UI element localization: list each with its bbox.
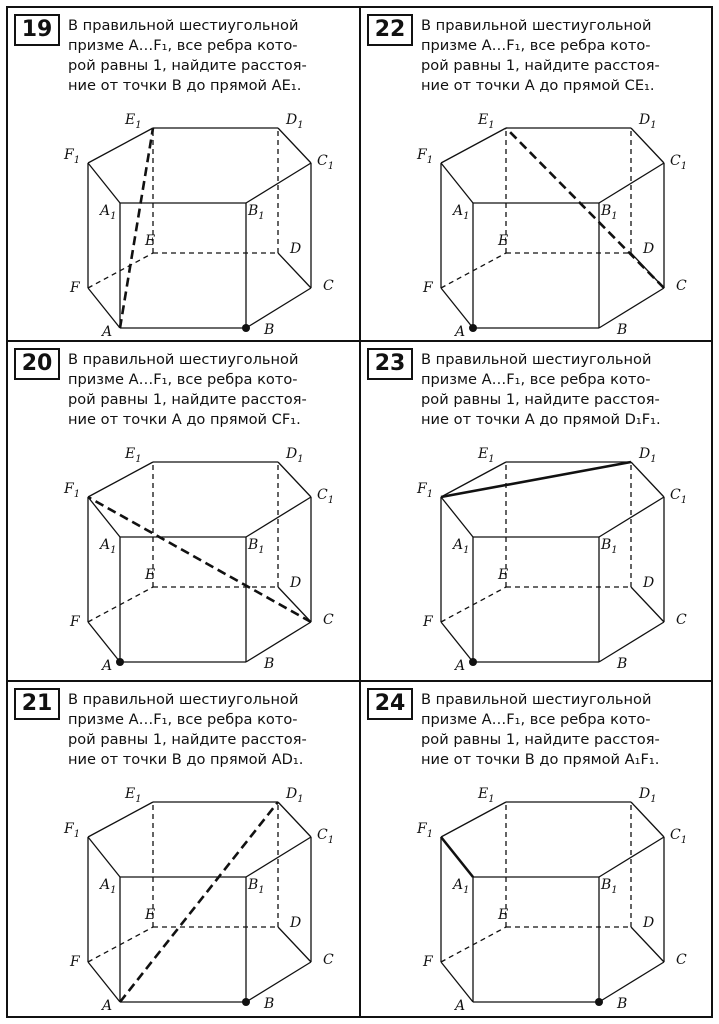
prism-edge (441, 128, 506, 163)
vertex-label-e: E (498, 567, 509, 583)
prism-edge (631, 587, 664, 622)
problem-number: 24 (367, 688, 413, 720)
vertex-label-b1: $B_1$ (601, 537, 618, 556)
statement-line: рой равны 1, найдите расстоя- (421, 731, 660, 748)
vertex-label-e: E (145, 233, 156, 249)
prism-edge (599, 962, 664, 1002)
prism-edge (88, 802, 153, 837)
statement-line: призме A…F₁, все ребра кото- (421, 371, 651, 388)
problem-number: 19 (14, 14, 60, 46)
prism-edge (88, 497, 120, 537)
marked-point (116, 658, 124, 666)
prism-edge (599, 622, 664, 662)
vertex-label-a: A (455, 998, 466, 1014)
marked-point (242, 998, 250, 1006)
vertex-label-e1: $E_1$ (478, 786, 495, 805)
prism-edge (88, 163, 120, 203)
marked-point (469, 324, 477, 332)
vertex-label-f1: $F_1$ (64, 147, 81, 166)
hexagonal-prism-figure (361, 342, 714, 679)
vertex-label-f1: $F_1$ (64, 821, 81, 840)
problem-card (8, 682, 359, 1018)
statement-line: призме A…F₁, все ребра кото- (68, 37, 298, 54)
vertex-label-b1: $B_1$ (601, 877, 618, 896)
prism-edge (88, 962, 120, 1002)
statement-line: ние от точки A до прямой CF₁. (68, 411, 301, 428)
vertex-label-a: A (102, 324, 113, 340)
statement-line: призме A…F₁, все ребра кото- (421, 37, 651, 54)
prism-edge (441, 622, 473, 662)
vertex-label-e: E (498, 233, 509, 249)
prism-edge (88, 462, 153, 497)
prism-edge (278, 253, 311, 288)
statement-line: призме A…F₁, все ребра кото- (68, 371, 298, 388)
vertex-label-b1: $B_1$ (248, 877, 265, 896)
vertex-label-a: A (455, 324, 466, 340)
vertex-label-d: D (290, 575, 302, 591)
vertex-label-b: B (264, 996, 275, 1012)
vertex-label-d1: $D_1$ (286, 112, 304, 131)
prism-edge (246, 962, 311, 1002)
vertex-label-c1: $C_1$ (317, 487, 335, 506)
vertex-label-f: F (423, 954, 433, 970)
prism-edge (631, 462, 664, 497)
vertex-label-b1: $B_1$ (601, 203, 618, 222)
prism-edge (246, 288, 311, 328)
vertex-label-d1: $D_1$ (639, 112, 657, 131)
statement-line: ние от точки B до прямой AE₁. (68, 77, 302, 94)
vertex-label-b1: $B_1$ (248, 203, 265, 222)
vertex-label-d: D (290, 241, 302, 257)
problem-card (361, 342, 713, 680)
problem-card (8, 342, 359, 680)
marked-point (242, 324, 250, 332)
problem-number: 23 (367, 348, 413, 380)
vertex-label-d1: $D_1$ (639, 786, 657, 805)
vertex-label-e: E (145, 907, 156, 923)
problem-number: 22 (367, 14, 413, 46)
vertex-label-f: F (423, 614, 433, 630)
vertex-label-f1: $F_1$ (417, 821, 434, 840)
vertex-label-c: C (676, 278, 687, 294)
hexagonal-prism-figure (361, 682, 714, 1019)
vertex-label-d: D (643, 575, 655, 591)
statement-line: рой равны 1, найдите расстоя- (68, 57, 307, 74)
statement-line: В правильной шестиугольной (421, 691, 652, 708)
target-line (120, 128, 156, 328)
problem-number: 21 (14, 688, 60, 720)
vertex-label-d1: $D_1$ (286, 446, 304, 465)
target-line (441, 462, 631, 497)
vertex-label-a: A (102, 658, 113, 674)
prism-edge (88, 837, 120, 877)
vertex-label-a1: $A_1$ (453, 203, 470, 222)
marked-point (595, 998, 603, 1006)
vertex-label-b: B (264, 322, 275, 338)
statement-line: В правильной шестиугольной (421, 351, 652, 368)
statement-line: ние от точки A до прямой CE₁. (421, 77, 655, 94)
marked-point (469, 658, 477, 666)
statement-line: В правильной шестиугольной (68, 691, 299, 708)
vertex-label-c1: $C_1$ (670, 153, 688, 172)
vertex-label-e: E (498, 907, 509, 923)
statement-line: ние от точки B до прямой A₁F₁. (421, 751, 660, 768)
target-line (506, 128, 664, 288)
vertex-label-d: D (290, 915, 302, 931)
hexagonal-prism-figure (361, 8, 714, 345)
vertex-label-f: F (423, 280, 433, 296)
vertex-label-c: C (676, 612, 687, 628)
prism-edge (441, 163, 473, 203)
vertex-label-d1: $D_1$ (639, 446, 657, 465)
vertex-label-e1: $E_1$ (478, 446, 495, 465)
statement-line: рой равны 1, найдите расстоя- (68, 391, 307, 408)
vertex-label-f: F (70, 614, 80, 630)
prism-edge (278, 927, 311, 962)
hexagonal-prism-figure (8, 682, 361, 1019)
vertex-label-f1: $F_1$ (417, 481, 434, 500)
vertex-label-c1: $C_1$ (670, 487, 688, 506)
vertex-label-b: B (617, 322, 628, 338)
vertex-label-a: A (102, 998, 113, 1014)
statement-line: В правильной шестиугольной (68, 17, 299, 34)
vertex-label-e1: $E_1$ (125, 112, 142, 131)
prism-edge (441, 288, 473, 328)
vertex-label-c1: $C_1$ (670, 827, 688, 846)
hexagonal-prism-figure (8, 8, 361, 345)
vertex-label-c1: $C_1$ (317, 153, 335, 172)
target-line (120, 802, 278, 1002)
statement-line: ние от точки B до прямой AD₁. (68, 751, 304, 768)
vertex-label-b: B (617, 996, 628, 1012)
vertex-label-e1: $E_1$ (125, 786, 142, 805)
vertex-label-e1: $E_1$ (478, 112, 495, 131)
vertex-label-d: D (643, 915, 655, 931)
vertex-label-c: C (676, 952, 687, 968)
statement-line: рой равны 1, найдите расстоя- (68, 731, 307, 748)
vertex-label-e: E (145, 567, 156, 583)
prism-edge (278, 587, 311, 622)
prism-edge (88, 128, 153, 163)
vertex-label-c: C (323, 278, 334, 294)
problem-card (361, 682, 713, 1018)
statement-line: призме A…F₁, все ребра кото- (68, 711, 298, 728)
statement-line: рой равны 1, найдите расстоя- (421, 391, 660, 408)
prism-edge (631, 802, 664, 837)
vertex-label-a1: $A_1$ (100, 877, 117, 896)
vertex-label-c: C (323, 952, 334, 968)
prism-edge (278, 128, 311, 163)
statement-line: ние от точки A до прямой D₁F₁. (421, 411, 661, 428)
vertex-label-b: B (617, 656, 628, 672)
vertex-label-a1: $A_1$ (453, 877, 470, 896)
statement-line: В правильной шестиугольной (421, 17, 652, 34)
prism-edge (88, 288, 120, 328)
vertex-label-d1: $D_1$ (286, 786, 304, 805)
vertex-label-a1: $A_1$ (100, 203, 117, 222)
prism-edge (631, 128, 664, 163)
prism-edge (278, 802, 311, 837)
prism-edge (441, 802, 506, 837)
prism-edge (599, 288, 664, 328)
prism-edge (88, 622, 120, 662)
vertex-label-a: A (455, 658, 466, 674)
vertex-label-a1: $A_1$ (453, 537, 470, 556)
problem-card (8, 8, 359, 340)
vertex-label-e1: $E_1$ (125, 446, 142, 465)
statement-line: рой равны 1, найдите расстоя- (421, 57, 660, 74)
target-line (441, 837, 473, 877)
statement-line: В правильной шестиугольной (68, 351, 299, 368)
vertex-label-b: B (264, 656, 275, 672)
vertex-label-a1: $A_1$ (100, 537, 117, 556)
vertex-label-f: F (70, 954, 80, 970)
hexagonal-prism-figure (8, 342, 361, 679)
prism-edge (441, 497, 473, 537)
problem-number: 20 (14, 348, 60, 380)
vertex-label-d: D (643, 241, 655, 257)
prism-edge (278, 462, 311, 497)
prism-edge (631, 927, 664, 962)
problem-card (361, 8, 713, 340)
vertex-label-f: F (70, 280, 80, 296)
vertex-label-f1: $F_1$ (417, 147, 434, 166)
vertex-label-c: C (323, 612, 334, 628)
vertex-label-b1: $B_1$ (248, 537, 265, 556)
prism-edge (246, 622, 311, 662)
prism-edge (441, 962, 473, 1002)
vertex-label-f1: $F_1$ (64, 481, 81, 500)
vertex-label-c1: $C_1$ (317, 827, 335, 846)
statement-line: призме A…F₁, все ребра кото- (421, 711, 651, 728)
